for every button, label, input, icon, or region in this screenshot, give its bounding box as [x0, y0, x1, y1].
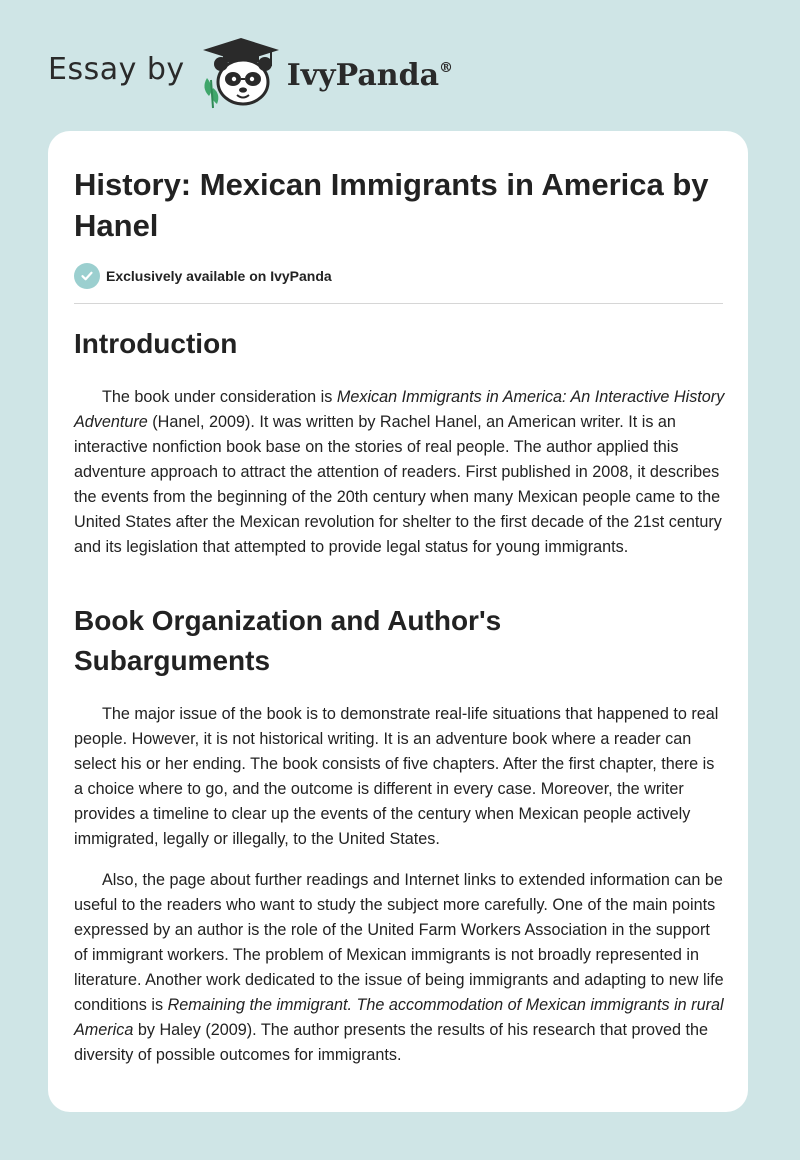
divider — [74, 303, 723, 304]
section-paragraph: Also, the page about further readings and Internet links to extended information can be useful to the readers who want to study the subject more carefully. One of the main points expressed by an author is the role of the United Farm Workers Association in the support of immigrant workers. The problem of Mexican immigrants is not broadly represented in literature. Another work dedicated to the issue of being immigrants and adapting to new life conditions is Remaining the immigrant. The accommodation of Mexican immigrants in rural America by Haley (2009). The author presents the results of his research that proved the diversity of possible outcomes for immigrants. — [74, 871, 724, 1064]
cited-title: Mexican Immigrants in America: An Interactive History Adventure — [74, 388, 725, 431]
article-card — [48, 131, 748, 1112]
essay-by-label: Essay by — [48, 51, 185, 87]
site-header — [48, 34, 453, 110]
section-heading-book-organization: Book Organization and Author's Subarguments — [74, 605, 502, 676]
section-paragraph: The book under consideration is Mexican Immigrants in America: An Interactive History Adventure (Hanel, 2009). It was written by Rachel Hanel, an American writer. It is an interactive nonfiction book base on the stories of real people. The author applied this adventure approach to attract the attention of readers. First published in 2008, it describes the events from the beginning of the 20th century when many Mexican people came to the United States after the Mexican revolution for shelter to the first decade of the 21st century and its legislation that attempted to provide legal status for young immigrants. — [74, 388, 725, 556]
article-title: History: Mexican Immigrants in America by Hanel — [74, 167, 709, 243]
panda-graduate-icon[interactable] — [199, 34, 283, 110]
section-paragraph: The major issue of the book is to demonstrate real-life situations that happened to real people. However, it is not historical writing. It is an adventure book where a reader can select his or her ending. The book consists of five chapters. After the first chapter, there is a choice where to go, and the outcome is different in every case. Moreover, the writer provides a timeline to clear up the events of the century when Mexican people actively immigrated, legally or illegally, to the United States. — [74, 705, 719, 848]
exclusive-label: Exclusively available on IvyPanda — [106, 268, 332, 284]
brand-name[interactable]: IvyPanda® — [286, 57, 454, 93]
check-icon — [74, 263, 100, 289]
section-heading-introduction: Introduction — [74, 328, 238, 359]
registered-mark: ® — [439, 59, 454, 76]
cited-title: Remaining the immigrant. The accommodation of Mexican immigrants in rural America — [74, 996, 724, 1039]
exclusive-badge — [74, 263, 332, 289]
